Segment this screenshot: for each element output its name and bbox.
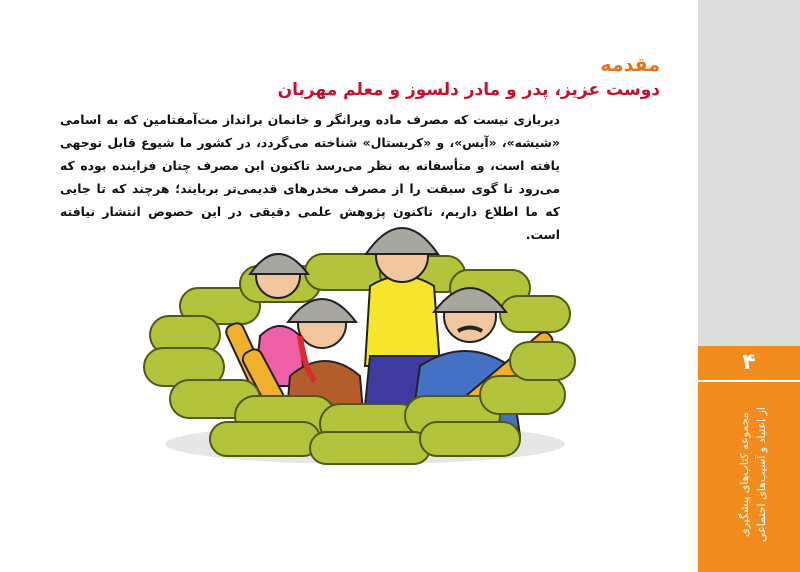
section-subheading: دوست عزیز، پدر و مادر دلسوز و معلم مهربان — [277, 80, 660, 100]
sandbag-fort-illustration — [140, 196, 580, 468]
sidebar-divider — [698, 380, 800, 382]
section-heading: مقدمه — [600, 54, 660, 76]
series-title-line-1: مجموعه کتاب‌های پیشگیری — [738, 412, 751, 538]
body-paragraph: دیربازی نیست که مصرف ماده ویرانگر و خانمان برانداز مت‌آمفتامین که به اسامی «شیشه»، «آیس»، و «کریستال» شناخته می‌گردد، در کشور ما شیوع قابل توجهی یافته است، و متأسفانه به نظر می‌رسد تاکنون این مصرف چنان فزاینده بوده که می‌رود تا گوی سبقت را از مصرف مخدرهای قدیمی‌تر بربایند؛ هرچند که تا جایی که ما اطلاع داریم، تاکنون پژوهش علمی دقیقی در این خصوص انتشار نیافته است. — [60, 112, 560, 242]
page-number: ۴ — [742, 350, 756, 375]
series-title-line-2: از اعتیاد و آسیب‌های اجتماعی — [755, 407, 768, 543]
series-title — [738, 390, 778, 560]
